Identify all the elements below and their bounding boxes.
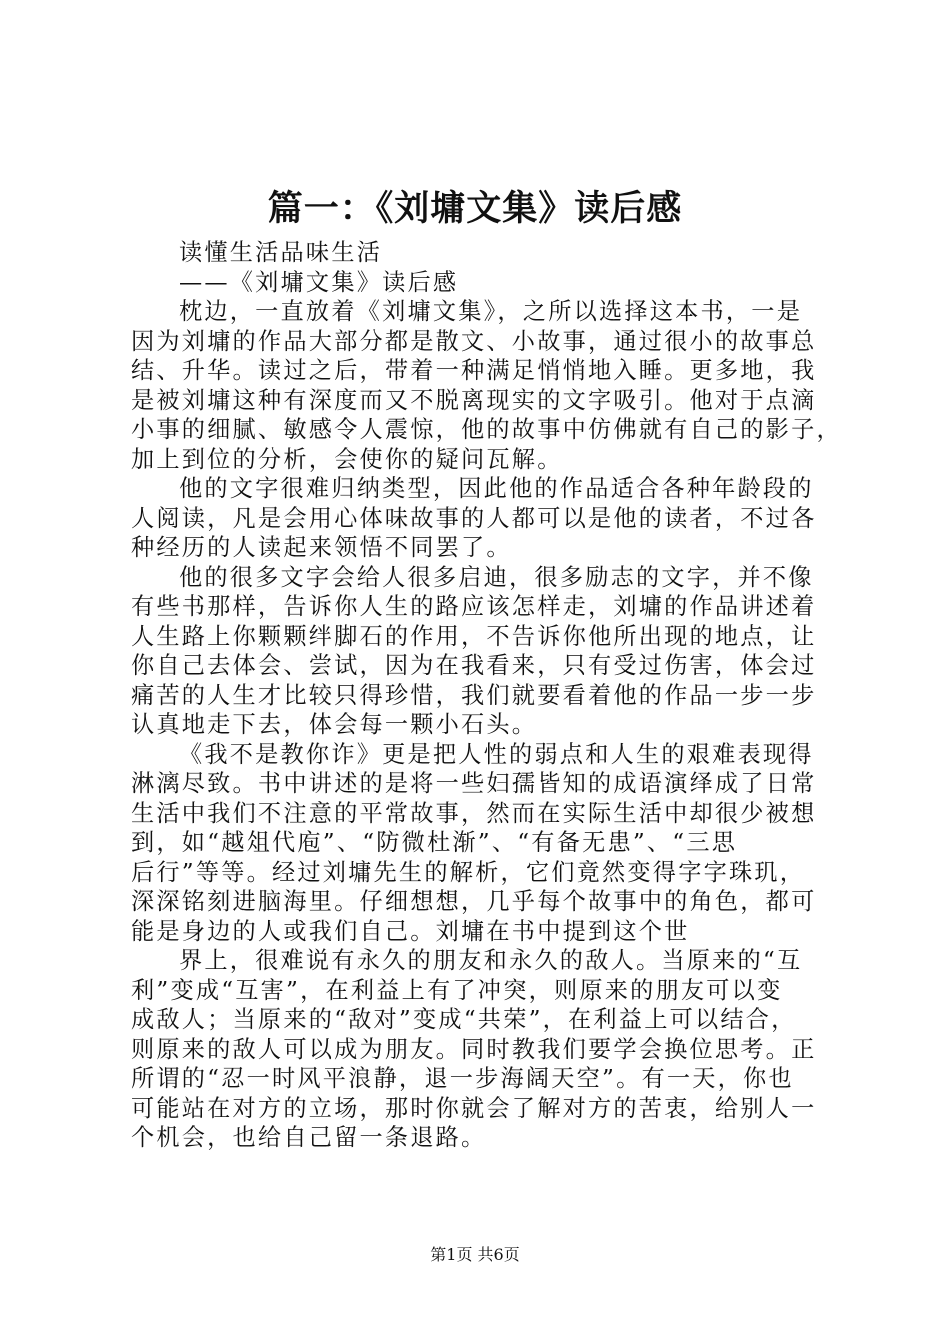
paragraph-line: 后行”等等。经过刘墉先生的解析，它们竟然变得字字珠玑， [131,858,806,886]
paragraph-line: 是被刘墉这种有深度而又不脱离现实的文字吸引。他对于点滴 [131,386,817,414]
paragraph-line: 有些书那样，告诉你人生的路应该怎样走，刘墉的作品讲述着 [131,593,817,620]
paragraph-line: 利”变成“互害”，在利益上有了冲突，则原来的朋友可以变 [131,976,783,1004]
paragraph-line: 你自己去体会、尝试，因为在我看来，只有受过伤害，体会过 [131,652,817,679]
document-title: 篇一：《刘墉文集》读后感 [267,188,683,229]
subtitle-secondary: ——《刘墉文集》读后感 [179,268,459,296]
paragraph-line: 界上，很难说有永久的朋友和永久的敌人。当原来的“互 [179,947,803,974]
paragraph-line: 小事的细腻、敏感令人震惊，他的故事中仿佛就有自己的影子， [131,416,842,443]
page-footer: 第1页 共6页 [430,1245,520,1264]
document-body [131,238,842,1153]
paragraph-line: 成敌人；当原来的“敌对”变成“共荣”，在利益上可以结合， [131,1006,797,1033]
paragraph-line: 认真地走下去，体会每一颗小石头。 [131,711,538,738]
paragraph-line: 种经历的人读起来领悟不同罢了。 [131,534,512,561]
paragraph-line: 到，如“越俎代庖”、“防微杜渐”、“有备无患”、“三思 [131,829,738,856]
paragraph-line: 人阅读，凡是会用心体味故事的人都可以是他的读者，不过各 [131,504,817,532]
subtitle: 读懂生活品味生活 [179,239,383,266]
paragraph-line: 枕边，一直放着《刘墉文集》，之所以选择这本书，一是 [179,298,803,325]
paragraph-line: 痛苦的人生才比较只得珍惜，我们就要看着他的作品一步一步 [131,681,817,709]
paragraph-line: 结、升华。读过之后，带着一种满足悄悄地入睡。更多地，我 [131,357,817,384]
paragraph-line: 生活中我们不注意的平常故事，然而在实际生活中却很少被想 [131,799,817,827]
paragraph-line: 个机会，也给自己留一条退路。 [131,1124,487,1151]
paragraph-line: 深深铭刻进脑海里。仔细想想，几乎每个故事中的角色，都可 [131,888,817,915]
paragraph-line: 加上到位的分析，会使你的疑问瓦解。 [131,445,563,473]
paragraph-line: 人生路上你颗颗绊脚石的作用，不告诉你他所出现的地点，让 [131,622,817,650]
paragraph-line: 淋漓尽致。书中讲述的是将一些妇孺皆知的成语演绎成了日常 [131,770,817,797]
paragraph-line: 所谓的“忍一时风平浪静，退一步海阔天空”。有一天，你也 [131,1065,794,1092]
paragraph-line: 他的文字很难归纳类型，因此他的作品适合各种年龄段的 [179,475,814,502]
paragraph-line: 可能站在对方的立场，那时你就会了解对方的苦衷，给别人一 [131,1094,817,1122]
paragraph-line: 则原来的敌人可以成为朋友。同时教我们要学会换位思考。正 [131,1035,817,1063]
paragraph-line: 因为刘墉的作品大部分都是散文、小故事，通过很小的故事总 [131,327,817,355]
paragraph-line: 《我不是教你诈》更是把人性的弱点和人生的艰难表现得 [179,740,814,768]
paragraph-line: 能是身边的人或我们自己。刘墉在书中提到这个世 [131,917,690,945]
paragraph-line: 他的很多文字会给人很多启迪，很多励志的文字，并不像 [179,563,814,591]
